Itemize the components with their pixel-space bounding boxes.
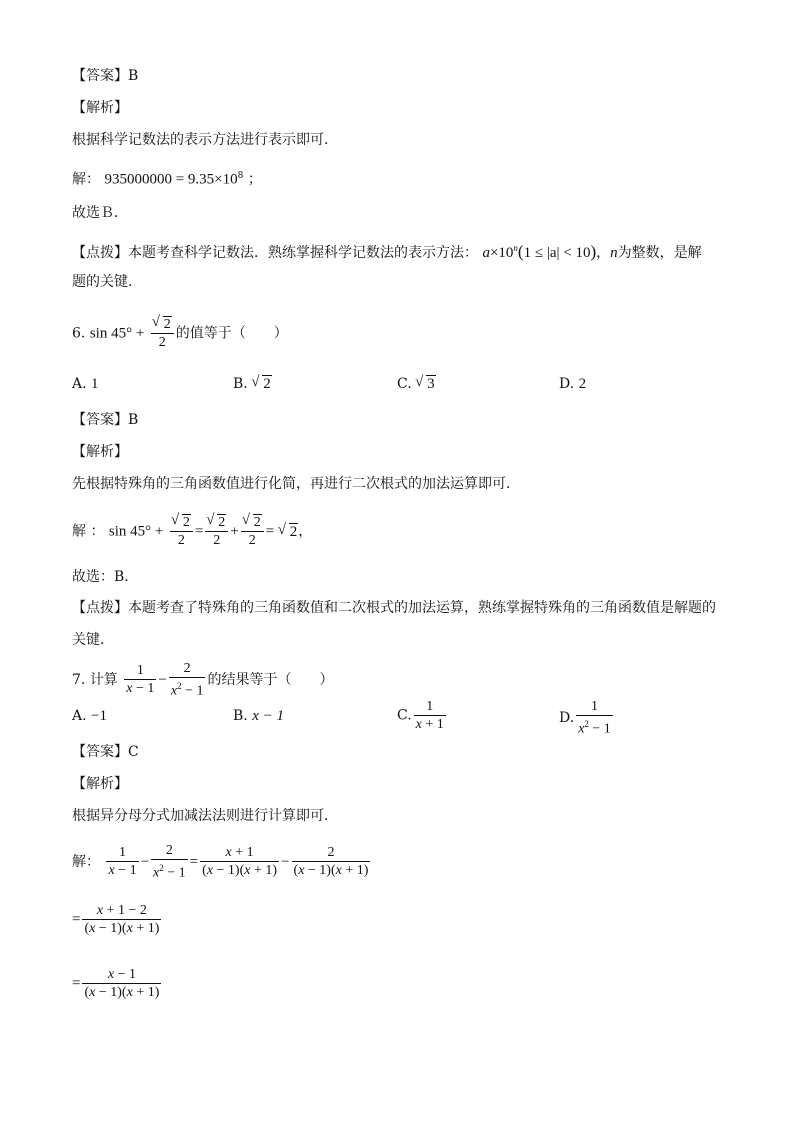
question-6 xyxy=(72,316,288,351)
solution-6-end: ， xyxy=(298,523,313,540)
analysis-text-7: 根据异分母分式加减法法则进行计算即可． xyxy=(72,808,338,824)
choose-5: 故选Ｂ． xyxy=(72,205,128,221)
choose-6: 故选：B． xyxy=(72,569,139,585)
solution-6-left: sin 45° + xyxy=(108,523,164,540)
answer-7: 【答案】C xyxy=(72,744,139,760)
q7-stem-right: 的结果等于（ ） xyxy=(207,671,334,688)
analysis-label-7: 【解析】 xyxy=(72,776,128,792)
solution-exp: 8 xyxy=(237,171,244,181)
solution-end: ； xyxy=(247,171,262,188)
solution-6-prefix: 解 ： xyxy=(72,523,105,540)
analysis-label-5: 【解析】 xyxy=(72,100,128,116)
question-7: 7. 计算 $\frac{1}{x - 1}$ − $\frac{2}{x^2 - 1}$ 的结果等于（ ） xyxy=(72,661,334,699)
solution-7-line-3: = $\frac{x - 1}{(x - 1)(x + 1)}$ xyxy=(72,967,160,1000)
tip-5: 【点拨】本题考查科学记数法．熟练掌握科学记数法的表示方法： $a\times 10^n(1 \le |a| < 10)$，n为整数，是解 xyxy=(72,242,702,261)
q6-options xyxy=(72,374,722,396)
solution-7-line-1: 解： $\frac{1}{x - 1}$ − $\frac{2}{x^2 - 1}$ = $\frac{x + 1}{(x - 1)(x + 1)}$ − $\frac{2}{(x - 1)(x + 1)}$ xyxy=(72,843,369,881)
tip-5-cont: 题的关键． xyxy=(72,274,142,290)
tip-x: ×10 xyxy=(489,245,514,261)
solution-6: 解 ： sin 45° + √ $\frac{2}{2}$ = √ $\frac{2}{2}$ + √ $\frac{2}{2}$ = √ 2， xyxy=(72,514,312,549)
tip-comma: ， xyxy=(596,245,611,261)
q7-number: 7. xyxy=(72,671,86,688)
solution-7-line-2: = $\frac{x + 1 - 2}{(x - 1)(x + 1)}$ xyxy=(72,903,160,936)
analysis-text-6: 先根据特殊角的三角函数值进行化简，再进行二次根式的加法运算即可． xyxy=(72,476,520,492)
tip-label: 【点拨】 xyxy=(72,245,128,261)
solution-prefix: 解： xyxy=(72,171,100,188)
q7-options xyxy=(72,699,722,738)
q7-option-b: B. x − 1 xyxy=(233,708,284,724)
q6-number: 6. xyxy=(72,325,86,342)
q6-stem-left: sin 45° + xyxy=(89,325,145,342)
q6-fraction: √ $\frac{2}{2}$ xyxy=(151,316,174,351)
q6-option-d: D. 2 xyxy=(559,376,587,392)
tip-cond: 1 ≤ |a| < 10 xyxy=(523,245,591,261)
q7-prefix: 计算 xyxy=(89,671,118,688)
tip-text: 本题考查科学记数法．熟练掌握科学记数法的表示方法： xyxy=(128,245,478,261)
analysis-text-5: 根据科学记数法的表示方法进行表示即可． xyxy=(72,132,338,148)
tip-n-sup: n xyxy=(513,243,518,253)
q6-option-a: A. 1 xyxy=(72,376,99,392)
tip-6: 【点拨】本题考查了特殊角的三角函数值和二次根式的加法运算，熟练掌握特殊角的三角函数值是解题的 xyxy=(72,600,716,616)
answer-6: 【答案】B xyxy=(72,412,139,428)
solution-5 xyxy=(72,166,262,190)
tip-a: a xyxy=(482,245,490,261)
q7-option-a: A. −1 xyxy=(72,708,107,724)
q7-option-d: D. $\frac{1}{x^2 - 1}$ xyxy=(559,699,611,737)
analysis-label-6: 【解析】 xyxy=(72,444,128,460)
tip-6-cont: 关键． xyxy=(72,632,114,648)
q6-option-c: C. √ 3 xyxy=(397,374,436,394)
tip-text-3: 为整数，是解 xyxy=(617,245,702,261)
tip-n: n xyxy=(610,245,618,261)
solution-expr: 935000000 = 9.35×10 xyxy=(104,171,238,188)
answer-5: 【答案】B xyxy=(72,68,139,84)
q7-option-c: C. $\frac{1}{x + 1}$ xyxy=(397,699,444,732)
q6-option-b: B. √ 2 xyxy=(233,374,272,394)
q6-stem-right: 的值等于（ ） xyxy=(175,325,288,342)
